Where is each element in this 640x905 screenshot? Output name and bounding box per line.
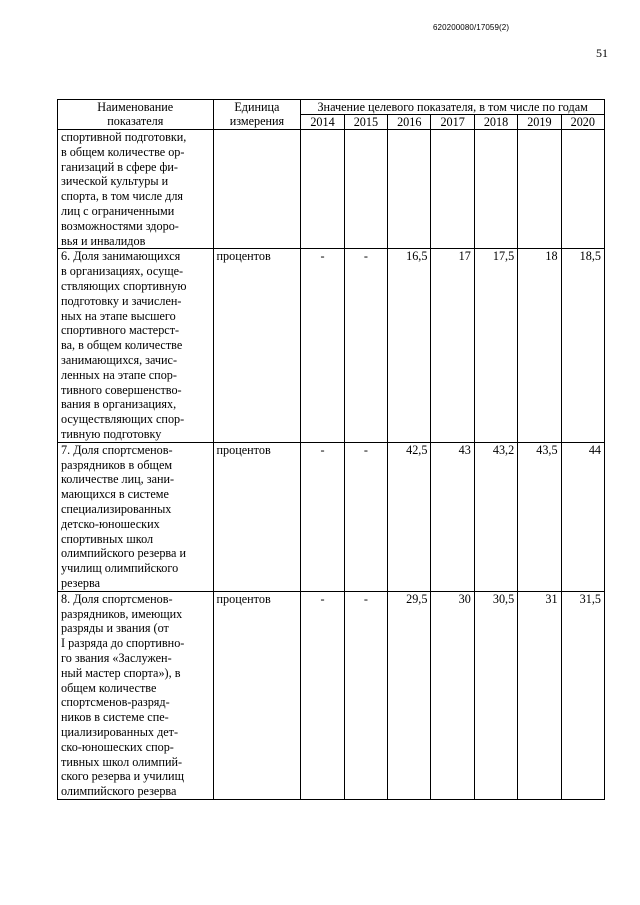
- indicator-name-line: возможностями здоро-: [61, 218, 179, 233]
- indicator-name-line: зической культуры и: [61, 174, 169, 189]
- indicator-name-line: ников в системе спе-: [61, 710, 169, 725]
- value-cell-2019: [518, 130, 561, 249]
- indicator-name-cell: [58, 130, 214, 249]
- indicator-name-line: мающихся в системе: [61, 487, 169, 502]
- value-cell-2015: [344, 130, 387, 249]
- value-cell-2017: 30: [431, 591, 474, 799]
- value-cell-2014: [301, 130, 344, 249]
- indicator-name-line: 7. Доля спортсменов-: [61, 442, 173, 457]
- unit-cell: процентов: [213, 442, 301, 591]
- header-indicator-name: [58, 100, 214, 130]
- unit-cell: [213, 130, 301, 249]
- value-cell-2018: 30,5: [474, 591, 517, 799]
- indicator-name-line: детско-юношеских: [61, 516, 160, 531]
- value-cell-2016: 16,5: [388, 249, 431, 442]
- indicator-name-line: в организациях, осуще-: [61, 264, 184, 279]
- indicator-name-line: 8. Доля спортсменов-: [61, 591, 173, 606]
- value-cell-2018: [474, 130, 517, 249]
- indicator-name-cell: [58, 442, 214, 591]
- value-cell-2016: [388, 130, 431, 249]
- indicator-name-line: ный мастер спорта»), в: [61, 665, 181, 680]
- page-number: 51: [596, 46, 608, 60]
- indicator-name-line: вья и инвалидов: [61, 233, 146, 248]
- value-cell-2015: -: [344, 442, 387, 591]
- indicator-name-line: ва, в общем количестве: [61, 338, 183, 353]
- indicator-name-line: в общем количестве ор-: [61, 144, 185, 159]
- value-cell-2017: 17: [431, 249, 474, 442]
- indicator-name-line: ганизаций в сфере фи-: [61, 159, 178, 174]
- indicator-name-line: ствляющих спортивную: [61, 278, 187, 293]
- indicator-name-line: 6. Доля занимающихся: [61, 249, 181, 264]
- value-cell-2019: 31: [518, 591, 561, 799]
- header-name-line: Наименование: [97, 100, 174, 114]
- value-cell-2015: -: [344, 591, 387, 799]
- header-year: 2019: [518, 115, 561, 130]
- indicator-name-line: спорта, в том числе для: [61, 189, 184, 204]
- document-id: 620200080/17059(2): [433, 23, 510, 32]
- header-year: 2020: [561, 115, 604, 130]
- header-year: 2017: [431, 115, 474, 130]
- indicator-name-line: спортивной подготовки,: [61, 130, 187, 144]
- value-cell-2020: 18,5: [561, 249, 604, 442]
- header-name-line: показателя: [107, 114, 164, 128]
- value-cell-2018: 43,2: [474, 442, 517, 591]
- indicator-name-line: ского резерва и училищ: [61, 769, 184, 784]
- value-cell-2017: 43: [431, 442, 474, 591]
- header-unit-line: измерения: [229, 114, 285, 128]
- indicator-name-line: олимпийского резерва: [61, 784, 177, 799]
- indicator-name-line: училищ олимпийского: [61, 561, 179, 576]
- indicator-name-line: занимающихся, зачис-: [61, 352, 178, 367]
- indicator-name-line: вания в организациях,: [61, 397, 177, 412]
- value-cell-2016: 42,5: [388, 442, 431, 591]
- value-cell-2014: -: [301, 591, 344, 799]
- indicator-name-line: спортивных школ: [61, 531, 154, 546]
- indicator-name-line: спортивного мастерст-: [61, 323, 180, 338]
- unit-cell: процентов: [213, 249, 301, 442]
- header-year: 2018: [474, 115, 517, 130]
- indicator-name-line: I разряда до спортивно-: [61, 636, 185, 651]
- value-cell-2020: [561, 130, 604, 249]
- table-row: [58, 591, 605, 799]
- table-row: [58, 442, 605, 591]
- indicator-name-line: тивного совершенство-: [61, 382, 182, 397]
- value-cell-2020: 44: [561, 442, 604, 591]
- value-cell-2014: -: [301, 249, 344, 442]
- indicator-name-line: лиц с ограниченными: [61, 203, 175, 218]
- indicator-name-line: тивную подготовку: [61, 426, 162, 441]
- indicator-name-line: ных на этапе высшего: [61, 308, 176, 323]
- indicator-name-line: разрядников в общем: [61, 457, 173, 472]
- indicator-name-line: тивных школ олимпий-: [61, 754, 183, 769]
- indicator-name-line: подготовку и зачислен-: [61, 293, 182, 308]
- indicator-name-line: олимпийского резерва и: [61, 546, 186, 561]
- header-unit: [213, 100, 301, 130]
- table-row: [58, 130, 605, 249]
- value-cell-2019: 43,5: [518, 442, 561, 591]
- table-body: [58, 130, 605, 800]
- indicator-name-line: спортсменов-разряд-: [61, 695, 170, 710]
- header-year: 2016: [388, 115, 431, 130]
- header-year: 2015: [344, 115, 387, 130]
- header-year: 2014: [301, 115, 344, 130]
- indicator-name-line: циализированных дет-: [61, 724, 179, 739]
- value-cell-2020: 31,5: [561, 591, 604, 799]
- table-row: [58, 249, 605, 442]
- header-target-value: Значение целевого показателя, в том числе по годам: [301, 100, 605, 115]
- indicator-name-line: го звания «Заслужен-: [61, 650, 172, 665]
- table-header: [58, 100, 605, 130]
- value-cell-2019: 18: [518, 249, 561, 442]
- target-indicators-table: [57, 99, 605, 800]
- indicator-name-line: ленных на этапе спор-: [61, 367, 177, 382]
- value-cell-2015: -: [344, 249, 387, 442]
- header-unit-line: Единица: [234, 100, 280, 114]
- indicator-name-line: разрядников, имеющих: [61, 606, 183, 621]
- value-cell-2016: 29,5: [388, 591, 431, 799]
- indicator-name-line: осуществляющих спор-: [61, 412, 185, 427]
- value-cell-2018: 17,5: [474, 249, 517, 442]
- indicator-name-cell: [58, 591, 214, 799]
- indicator-name-line: разряды и звания (от: [61, 621, 169, 636]
- indicator-name-line: общем количестве: [61, 680, 157, 695]
- indicator-name-line: специализированных: [61, 501, 172, 516]
- unit-cell: процентов: [213, 591, 301, 799]
- indicator-name-cell: [58, 249, 214, 442]
- indicator-name-line: ско-юношеских спор-: [61, 739, 174, 754]
- value-cell-2017: [431, 130, 474, 249]
- indicator-name-line: резерва: [61, 575, 100, 590]
- indicator-name-line: количестве лиц, зани-: [61, 472, 175, 487]
- value-cell-2014: -: [301, 442, 344, 591]
